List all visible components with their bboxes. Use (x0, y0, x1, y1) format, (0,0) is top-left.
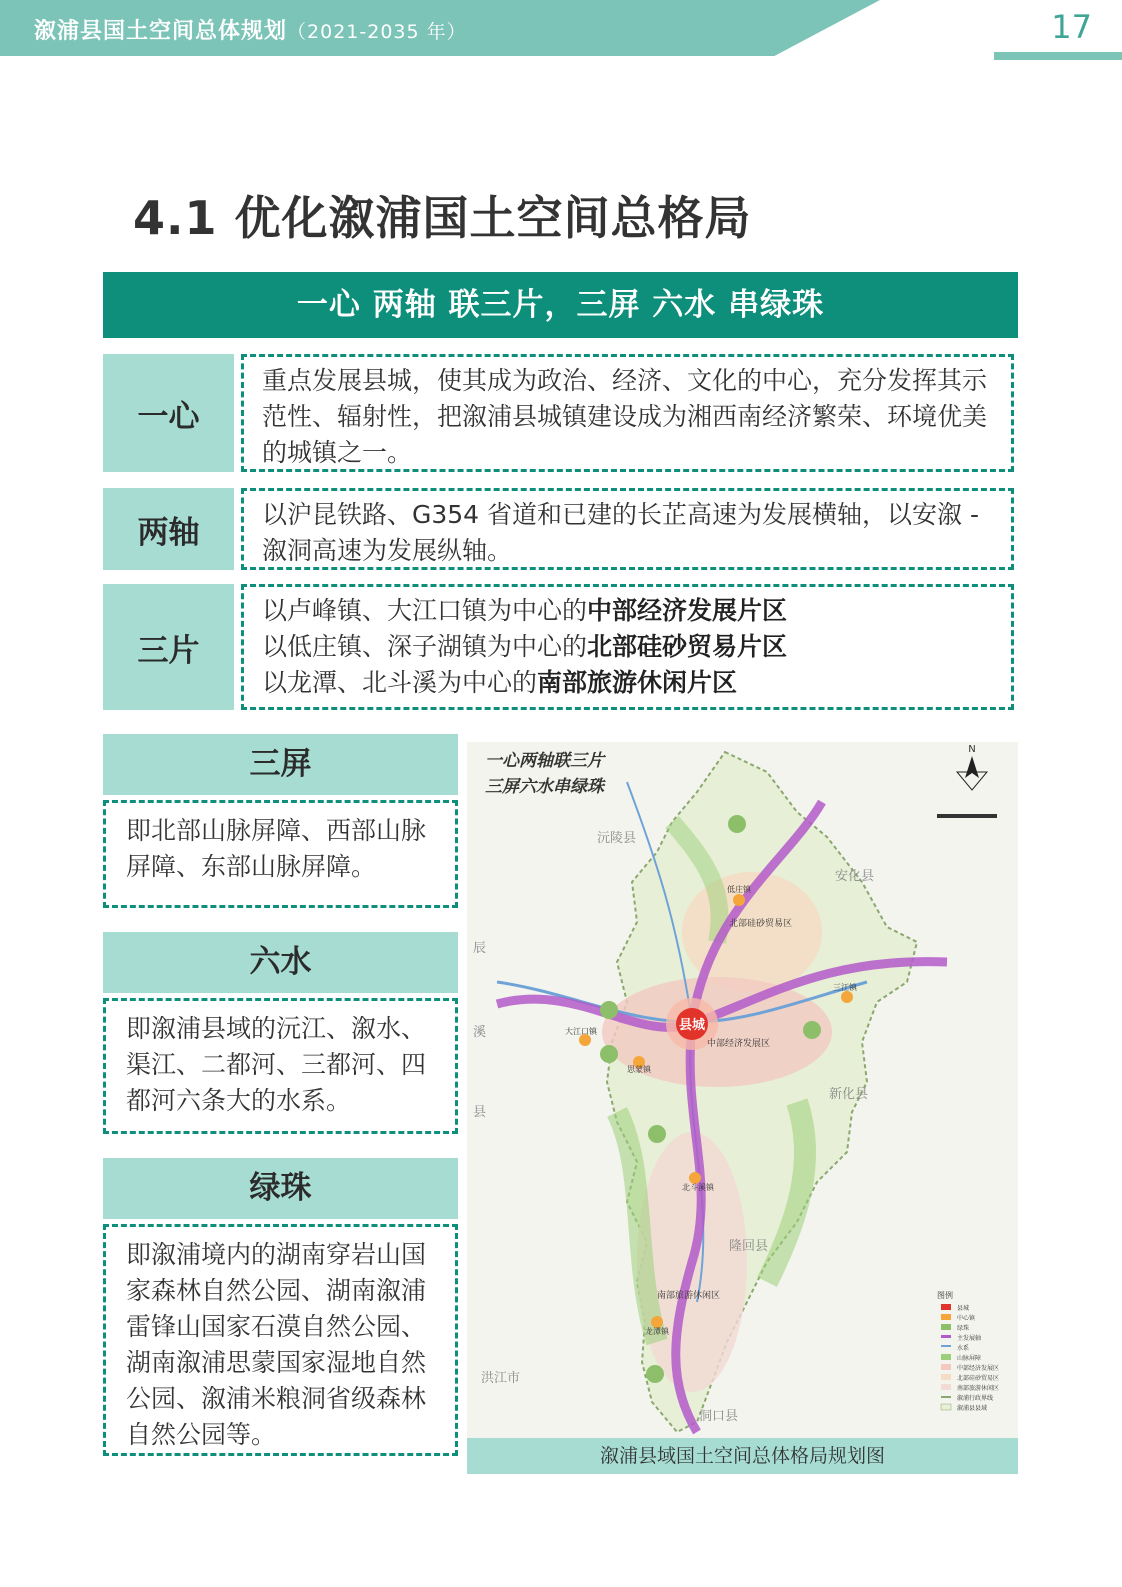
map-caption: 溆浦县域国土空间总体格局规划图 (467, 1438, 1018, 1474)
sanpian-line-1-zone: 中部经济发展片区 (587, 596, 788, 625)
green-pearl-2 (600, 1001, 618, 1019)
legend-item-9: 南部旅游休闲区 (957, 1385, 1000, 1392)
map-legend (937, 1290, 999, 1412)
sanpian-line-3-zone: 南部旅游休闲片区 (537, 668, 738, 697)
legend-swatch-5 (941, 1345, 951, 1347)
legend-swatch-6 (941, 1354, 951, 1360)
side-text-lvzhu: 即溆浦境内的湖南穿岩山国家森林自然公园、湖南溆浦雷锋山国家石漠自然公园、湖南溆浦思蒙国家湿地自然公园、溆浦米粮洞省级森林自然公园等。 (103, 1224, 458, 1456)
section-title: 4.1 优化溆浦国土空间总格局 (133, 191, 752, 245)
row-text-liangzhou: 以沪昆铁路、G354 省道和已建的长芷高速为发展横轴，以安溆 - 溆洞高速为发展纵轴。 (241, 488, 1014, 570)
legend-item-5: 水系 (957, 1345, 970, 1352)
side-head-sanping: 三屏 (103, 734, 458, 795)
town-marker-2 (841, 991, 853, 1003)
town-label-4: 思蒙镇 (627, 1065, 651, 1074)
sanpian-line-2 (262, 629, 995, 665)
green-pearl-4 (803, 1021, 821, 1039)
row-label-liangzhou: 两轴 (103, 488, 234, 570)
neighbor-label-5: 县 (473, 1105, 487, 1120)
compass-rose-icon (957, 772, 987, 790)
legend-swatch-9 (941, 1384, 951, 1390)
north-arrow-icon (965, 756, 979, 778)
side-head-liushui: 六水 (103, 932, 458, 993)
planning-map-svg (467, 742, 1018, 1472)
header-title (34, 14, 467, 45)
legend-swatch-3 (941, 1324, 951, 1330)
neighbor-label-4: 溪 (473, 1025, 487, 1040)
side-text-liushui: 即溆浦县域的沅江、溆水、渠江、二都河、三都河、四都河六条大的水系。 (103, 998, 458, 1134)
legend-item-3: 绿珠 (957, 1325, 970, 1332)
legend-item-8: 北部硅砂贸易区 (957, 1375, 1000, 1382)
town-label-3: 大江口镇 (565, 1027, 597, 1036)
page-number-underline (994, 52, 1122, 60)
row-text-yixin: 重点发展县城，使其成为政治、经济、文化的中心，充分发挥其示范性、辐射性，把溆浦县城镇建设成为湘西南经济繁荣、环境优美的城镇之一。 (241, 354, 1014, 472)
row-text-sanpian (241, 584, 1014, 710)
green-pearl-1 (728, 815, 746, 833)
neighbor-label-3: 辰 (473, 941, 487, 956)
legend-swatch-7 (941, 1364, 951, 1370)
green-pearl-5 (648, 1125, 666, 1143)
neighbor-label-1: 沅陵县 (597, 831, 637, 846)
legend-title: 图例 (937, 1291, 953, 1300)
town-marker-1 (733, 894, 745, 906)
zone-label-north: 北部硅砂贸易区 (729, 919, 793, 929)
sanpian-line-3 (262, 665, 995, 701)
side-text-sanping: 即北部山脉屏障、西部山脉屏障、东部山脉屏障。 (103, 800, 458, 908)
legend-item-7: 中部经济发展区 (957, 1365, 1000, 1372)
map-title-line2: 三屏六水串绿珠 (485, 777, 604, 797)
town-label-1: 低庄镇 (727, 885, 751, 894)
legend-item-11: 溆浦县县域 (957, 1405, 988, 1412)
header-subtitle: （2021-2035 年） (287, 21, 467, 43)
town-label-2: 三江镇 (833, 983, 857, 992)
legend-swatch-8 (941, 1374, 951, 1380)
green-pearl-3 (600, 1045, 618, 1063)
town-label-5: 北斗溪镇 (682, 1183, 714, 1192)
page-number: 17 (1051, 8, 1092, 46)
legend-item-10: 溆浦行政界线 (957, 1395, 994, 1402)
summary-banner: 一心 两轴 联三片，三屏 六水 串绿珠 (103, 272, 1018, 338)
north-label: N (968, 744, 976, 755)
planning-map (467, 742, 1018, 1472)
map-title-line1: 一心两轴联三片 (485, 751, 604, 771)
row-label-sanpian: 三片 (103, 584, 234, 710)
legend-swatch-10 (941, 1396, 951, 1398)
neighbor-label-2: 安化县 (835, 869, 875, 884)
scale-bar (937, 814, 997, 818)
zone-label-south: 南部旅游休闲区 (657, 1291, 721, 1301)
legend-swatch-11 (941, 1404, 951, 1410)
row-label-yixin: 一心 (103, 354, 234, 472)
zone-label-central: 中部经济发展区 (707, 1039, 771, 1049)
legend-swatch-2 (941, 1314, 951, 1320)
sanpian-line-2-zone: 北部硅砂贸易片区 (587, 632, 788, 661)
side-head-lvzhu: 绿珠 (103, 1158, 458, 1219)
town-label-6: 龙潭镇 (645, 1327, 669, 1336)
legend-swatch-4 (941, 1335, 951, 1338)
sanpian-line-1 (262, 593, 995, 629)
legend-swatch-1 (941, 1304, 951, 1310)
neighbor-label-8: 洪江市 (481, 1371, 521, 1386)
legend-item-2: 中心镇 (957, 1315, 976, 1322)
sanpian-line-2-prefix: 以低庄镇、深子湖镇为中心的 (262, 632, 588, 661)
county-seat-label: 县城 (678, 1018, 706, 1033)
neighbor-label-7: 隆回县 (729, 1239, 769, 1254)
green-pearl-6 (646, 1365, 664, 1383)
sanpian-line-1-prefix: 以卢峰镇、大江口镇为中心的 (262, 596, 588, 625)
legend-item-6: 山脉屏障 (957, 1355, 982, 1362)
legend-item-1: 县城 (957, 1305, 970, 1312)
neighbor-label-6: 新化县 (829, 1087, 869, 1102)
sanpian-line-3-prefix: 以龙潭、北斗溪为中心的 (262, 668, 538, 697)
neighbor-label-9: 洞口县 (699, 1409, 739, 1424)
header-title-text: 溆浦县国土空间总体规划 (34, 19, 288, 44)
legend-item-4: 主发展轴 (957, 1335, 982, 1342)
